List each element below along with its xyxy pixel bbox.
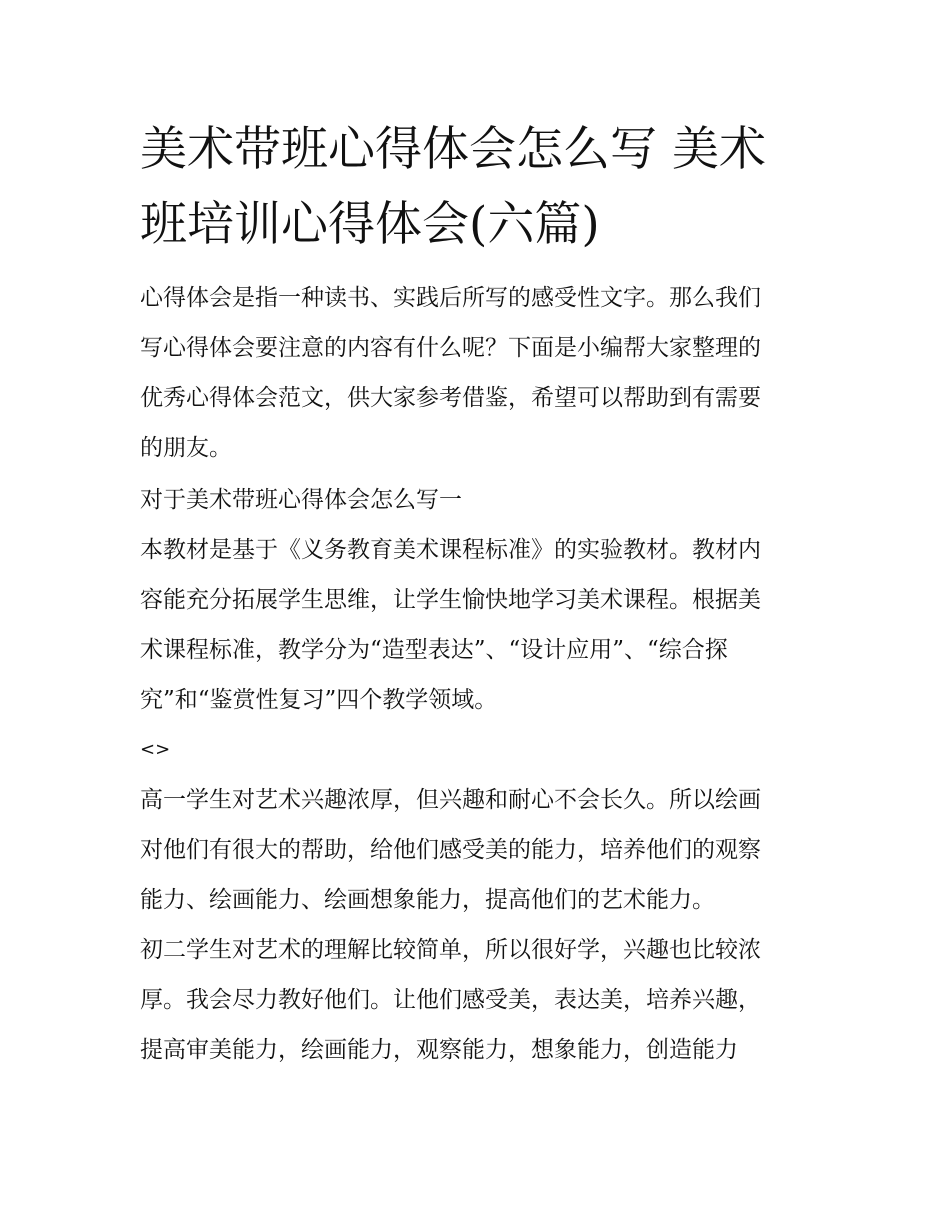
text-line: 初二学生对艺术的理解比较简单，所以很好学，兴趣也比较浓 [140, 937, 761, 963]
text-line: 写心得体会要注意的内容有什么呢？下面是小编帮大家整理的 [140, 335, 761, 361]
text-line: 高一学生对艺术兴趣浓厚，但兴趣和耐心不会长久。所以绘画 [140, 787, 761, 813]
text-line: 究”和“鉴赏性复习”四个教学领域。 [140, 687, 498, 713]
text-line: 优秀心得体会范文，供大家参考借鉴，希望可以帮助到有需要 [140, 385, 761, 411]
title-line: 班培训心得体会(六篇) [140, 197, 600, 252]
paragraph-1 [140, 525, 816, 725]
text-line: 的朋友。 [140, 435, 232, 461]
text-line: 术课程标准，教学分为“造型表达”、“设计应用”、“综合探 [140, 637, 728, 663]
document-title [140, 112, 816, 262]
text-line: 本教材是基于《义务教育美术课程标准》的实验教材。教材内 [140, 537, 761, 563]
text-line: 提高审美能力，绘画能力，观察能力，想象能力，创造能力 [140, 1037, 738, 1063]
paragraph-3 [140, 925, 816, 1075]
title-line: 美术带班心得体会怎么写 美术 [140, 122, 766, 177]
marker-text: <> [140, 739, 171, 760]
text-line: 厚。我会尽力教好他们。让他们感受美，表达美，培养兴趣， [140, 987, 761, 1013]
text-line: 容能充分拓展学生思维，让学生愉快地学习美术课程。根据美 [140, 587, 761, 613]
text-line: 对他们有很大的帮助，给他们感受美的能力，培养他们的观察 [140, 837, 761, 863]
section-heading [140, 475, 816, 525]
section-heading-text: 对于美术带班心得体会怎么写一 [140, 487, 462, 513]
paragraph-2 [140, 775, 816, 925]
document-page [140, 112, 816, 1063]
marker-line [140, 732, 816, 768]
intro-paragraph [140, 273, 816, 473]
text-line: 能力、绘画能力、绘画想象能力，提高他们的艺术能力。 [140, 887, 715, 913]
text-line: 心得体会是指一种读书、实践后所写的感受性文字。那么我们 [140, 285, 761, 311]
